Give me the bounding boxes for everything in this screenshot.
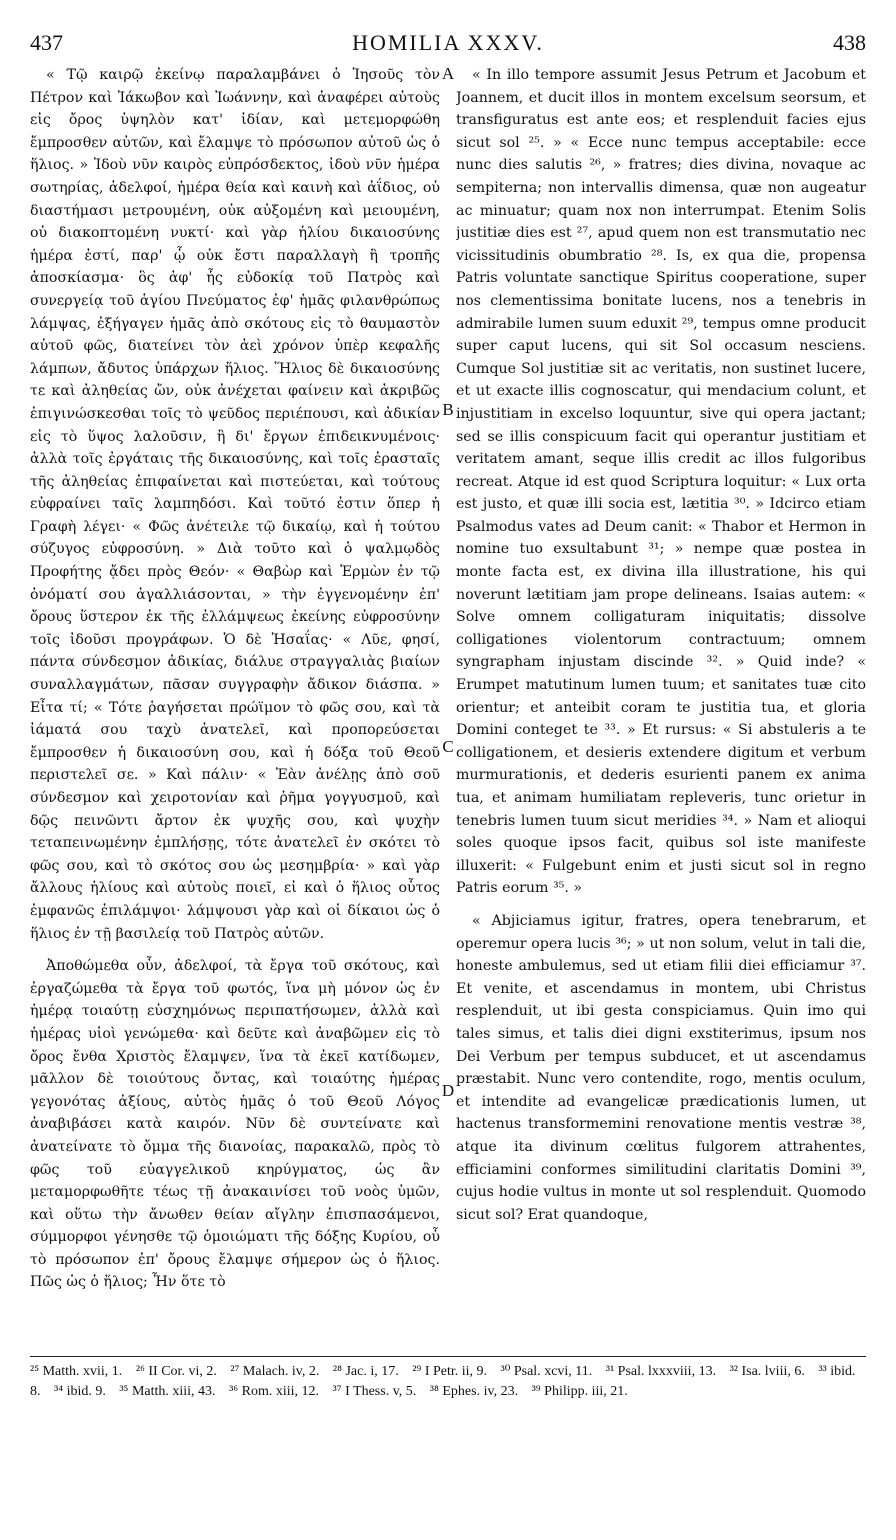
footnote: ³³ ibid. 8. <box>30 1364 856 1399</box>
greek-paragraph-2: Ἀποθώμεθα οὖν, ἀδελφοί, τὰ ἔργα τοῦ σκότους, καὶ ἐργαζώμεθα τὰ ἔργα τοῦ φωτός, ἵνα μὴ μόνον ὡς ἐν ἡμέρᾳ τοιαύτῃ εὐσχημόνως περιπατήσωμεν, ἀλλὰ καὶ ἡμέρας υἱοὶ γενώμεθα· καὶ δεῦτε καὶ ἀναβῶμεν εἰς τὸ ὄρος ἔνθα Χριστὸς ἔλαμψεν, ἵνα τὰ ἐκεῖ κατίδωμεν, μᾶλλον δὲ τοιούτους ὄντας, καὶ τοιαύτης ἡμέρας γεγονότας ἀξίους, αὐτὸς ἡμᾶς ὁ τοῦ Θεοῦ Λόγος ἀναβιβάσει κατὰ καιρόν. Νῦν δὲ συντείνατε καὶ ἀνατείνατε τὸ ὄμμα τῆς διανοίας, παρακαλῶ, πρὸς τὸ φῶς τοῦ εὐαγγελικοῦ κηρύγματος, ὡς ἂν μεταμορφωθῆτε τέως τῇ ἀνακαινίσει τοῦ νοὸς ὑμῶν, καὶ οὕτω τὴν ἄνωθεν θείαν αἴγλην ἐπισπασάμενοι, σύμμορφοι γένησθε τῷ ὁμοιώματι τῆς δόξης Κυρίου, οὗ τὸ πρόσωπον ἐπ' ὄρους ἔλαμψε σήμερον ὡς ὁ ἥλιος. Πῶς ὡς ὁ ἥλιος; Ἦν ὅτε τὸ <box>30 958 440 1291</box>
footnote: ³¹ Psal. lxxxviii, 13. <box>605 1364 717 1379</box>
footnote: ³⁴ ibid. 9. <box>54 1384 106 1399</box>
footnote: ³² Isa. lviii, 6. <box>729 1364 805 1379</box>
left-page-number: 437 <box>30 30 63 55</box>
footnote: ³⁰ Psal. xcvi, 11. <box>500 1364 593 1379</box>
footnotes <box>30 1362 866 1402</box>
footnote: ³⁸ Ephes. iv, 23. <box>429 1384 519 1399</box>
section-marker-d: D <box>441 1081 455 1100</box>
footnote: ³⁶ Rom. xiii, 12. <box>229 1384 320 1399</box>
section-marker-b: B <box>442 400 454 419</box>
greek-column <box>30 64 440 1354</box>
page-title: HOMILIA XXXV. <box>352 30 544 55</box>
footnote: ²⁵ Matth. xvii, 1. <box>30 1364 123 1379</box>
footnote: ²⁸ Jac. i, 17. <box>332 1364 399 1379</box>
footnote: ²⁷ Malach. iv, 2. <box>230 1364 320 1379</box>
footnote: ³⁵ Matth. xiii, 43. <box>119 1384 216 1399</box>
section-marker-a: A <box>441 64 455 83</box>
footnote: ²⁶ II Cor. vi, 2. <box>135 1364 217 1379</box>
latin-paragraph-2: « Abjiciamus igitur, fratres, opera tenebrarum, et operemur opera lucis ³⁶; » ut non solum, velut in tali die, honeste ambulemus, sed ut etiam filii diei efficiamur ³⁷. Et venite, et ascendamus in montem, ubi Christus resplenduit, ut ibi gesta conspiciamus. Quin imo qui tales simus, et talis diei digni exstiterimus, ipsum nos Dei Verbum per tempus subducet, et ut ascendamus præstabit. Nunc vero contendite, rogo, mentis oculum, et intendite ad evangelicæ prædicationis lumen, ut hactenus transformemini renovatione mentis vestræ ³⁸, atque ita divinum cœlitus fulgorem attrahentes, efficiamini conformes similitudini claritatis Domini ³⁹, cujus hodie vultus in monte ut sol resplenduit. Quomodo sicut sol? Erat quandoque, <box>456 912 866 1223</box>
footnote-rule <box>30 1356 866 1357</box>
latin-column <box>456 64 866 1354</box>
footnote: ²⁹ I Petr. ii, 9. <box>412 1364 488 1379</box>
latin-paragraph-1: « In illo tempore assumit Jesus Petrum et Jacobum et Joannem, et ducit illos in montem excelsum seorsum, et transfiguratus est ante eos; et resplenduit facies ejus sicut sol ²⁵. » « Ecce nunc tempus acceptabile: ecce nunc dies salutis ²⁶, » fratres; dies divina, novaque ac sempiterna; non intervallis dimensa, quæ non augeatur ac minuatur; quam nox non interrumpat. Etenim Solis justitiæ dies est ²⁷, apud quem non est transmutatio nec vicissitudinis obumbratio ²⁸. Is, ex qua die, propensa Patris voluntate sanctique Spiritus cooperatione, super nos clementissima bonitate lucens, nos a tenebris in admirabile lumen suum eduxit ²⁹, tempus omne producit super caput lucens, qui sit Sol occasum nesciens. Cumque Sol justitiæ sit ac veritatis, non sustinet lucere, et ut exacte illis cognoscatur, qui mendacium colunt, et injustitiam in excelso loquuntur, sive qui opera jactant; sed se illis conspicuum facit qui operantur justitiam et veritatem amant, seque illis credit ac illos fulgoribus recreat. Atque id est quod Scriptura loquitur: « Lux orta est justo, et quæ illi socia est, lætitia ³⁰. » Idcirco etiam Psalmodus vates ad Deum canit: « Thabor et Hermon in nomine tuo exsultabunt ³¹; » nempe quæ postea in monte facta est, ex divina illa illustratione, his qui noverunt lætitiam jam prope delineans. Isaias autem: « Solve omnem colligaturam iniquitatis; dissolve colligationes violentorum contractuum; omnem syngrapham injustam discinde ³². » Quid inde? « Erumpet matutinum lumen tuum; et sanitates tuæ cito orientur; et anteibit coram te justitia tua, et gloria Domini conteget te ³³. » Et rursus: « Si abstuleris a te colligationem, et desieris extendere digitum et verbum murmurationis, et dederis esurienti panem ex anima tua, et animam humiliatam repleveris, tunc orietur in tenebris lumen tuum sicut meridies ³⁴. » Nam et alioqui soles quoque ipsos facit, quibus sol iste manifeste illuxerit: « Fulgebunt enim et justi sicut sol in regno Patris eorum ³⁵. » <box>456 67 866 897</box>
greek-paragraph-1: « Τῷ καιρῷ ἐκείνῳ παραλαμβάνει ὁ Ἰησοῦς τὸν Πέτρον καὶ Ἰάκωβον καὶ Ἰωάννην, καὶ ἀναφέρει αὐτοὺς εἰς ὄρος ὑψηλὸν κατ' ἰδίαν, καὶ μετεμορφώθη ἔμπροσθεν αὐτῶν, καὶ ἔλαμψε τὸ πρόσωπον αὐτοῦ ὡς ὁ ἥλιος. » Ἰδοὺ νῦν καιρὸς εὐπρόσδεκτος, ἰδοὺ νῦν ἡμέρα σωτηρίας, ἀδελφοί, ἡμέρα θεία καὶ καινὴ καὶ ἀΐδιος, οὐ διαστήμασι μετρουμένη, οὐκ αὐξομένη καὶ μειουμένη, οὐ διακοπτομένη νυκτί· καὶ γὰρ ἡλίου δικαιοσύνης ἡμέρα ἐστί, παρ' ᾧ οὐκ ἔστι παραλλαγὴ ἢ τροπῆς ἀποσκίασμα· ὃς ἀφ' ἧς εὐδοκίᾳ τοῦ Πατρὸς καὶ συνεργείᾳ τοῦ ἁγίου Πνεύματος ἐφ' ἡμᾶς φιλανθρώπως λάμψας, ἐξήγαγεν ἡμᾶς ἀπὸ σκότους εἰς τὸ θαυμαστὸν αὐτοῦ φῶς, διατείνει τὸν ἀεὶ χρόνον ὑπὲρ κεφαλῆς λάμπων, ἄδυτος ὑπάρχων ἥλιος. Ἥλιος δὲ δικαιοσύνης τε καὶ ἀληθείας ὤν, οὐκ ἀνέχεται φαίνειν καὶ ἀκριβῶς ἐπιγινώσκεσθαι τοῖς τὸ ψεῦδος περιέπουσι, καὶ ἀδικίαν εἰς τὸ ὕψος λαλοῦσιν, ἢ δι' ἔργων ἐπιδεικνυμένοις· ἀλλὰ τοῖς ἐργάταις τῆς δικαιοσύνης, καὶ τοῖς ἐρασταῖς τῆς ἀληθείας ἐπιφαίνεται καὶ πιστεύεται, καὶ τούτους εὐφραίνει ταῖς λαμπηδόσι. Καὶ τοῦτό ἐστιν ὅπερ ἡ Γραφὴ λέγει· « Φῶς ἀνέτειλε τῷ δικαίῳ, καὶ ἡ τούτου σύζυγος εὐφροσύνη. » Διὰ τοῦτο καὶ ὁ ψαλμῳδὸς Προφήτης ᾄδει πρὸς Θεόν· « Θαβὼρ καὶ Ἑρμὼν ἐν τῷ ὀνόματί σου ἀγαλλιάσονται, » τὴν ἐγγενομένην ἐπ' ὄρους ὕστερον ἐκ τῆς ἐλλάμψεως ἐκείνης εὐφροσύνην τοῖς ἰδοῦσι προγράφων. Ὁ δὲ Ἡσαΐας· « Λῦε, φησί, πάντα σύνδεσμον ἀδικίας, διάλυε στραγγαλιὰς βιαίων συναλλαγμάτων, πᾶσαν συγγραφὴν ἄδικον διάσπα. » Εἶτα τί; « Τότε ῥαγήσεται πρώϊμον τὸ φῶς σου, καὶ τὰ ἰάματά σου ταχὺ ἀνατελεῖ, καὶ προπορεύσεται ἔμπροσθεν ἡ δικαιοσύνη σου, καὶ ἡ δόξα τοῦ Θεοῦ περιστελεῖ σε. » Καὶ πάλιν· « Ἐὰν ἀνέλῃς ἀπὸ σοῦ σύνδεσμον καὶ χειροτονίαν καὶ ῥῆμα γογγυσμοῦ, καὶ δῷς πεινῶντι ἄρτον ἐκ ψυχῆς σου, καὶ ψυχὴν τεταπεινωμένην ἐμπλήσῃς, τότε ἀνατελεῖ ἐν σκότει τὸ φῶς σου, καὶ τὸ σκότος σου ὡς μεσημβρία· » καὶ γὰρ ἄλλους ἡλίους καὶ αὐτοὺς ποιεῖ, εἰ καὶ ὁ ἥλιος οὗτος ἐμφανῶς ἐπιλάμψοι· λάμψουσι γὰρ καὶ οἱ δίκαιοι ὡς ὁ ἥλιος ἐν τῇ βασιλείᾳ τοῦ Πατρὸς αὐτῶν. <box>30 67 440 942</box>
section-marker-c: C <box>442 737 454 756</box>
footnote: ³⁷ I Thess. v, 5. <box>332 1384 417 1399</box>
running-header <box>30 30 866 60</box>
footnote: ³⁹ Philipp. iii, 21. <box>531 1384 628 1399</box>
right-page-number: 438 <box>833 30 866 55</box>
